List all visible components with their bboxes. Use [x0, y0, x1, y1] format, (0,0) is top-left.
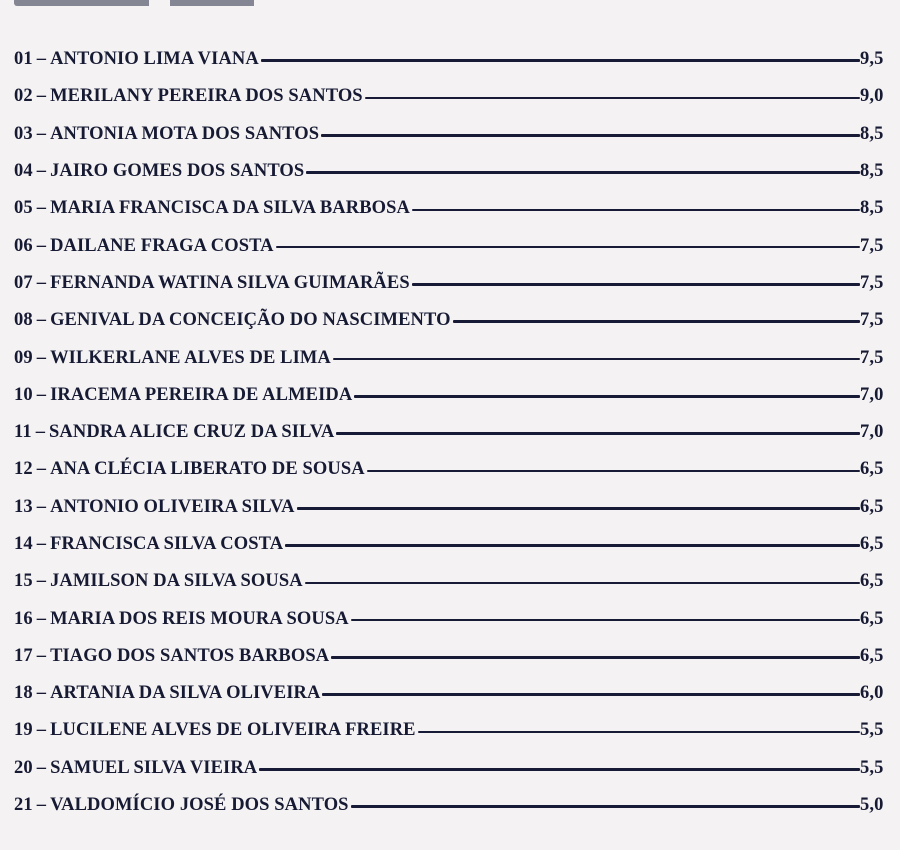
- item-separator: –: [35, 422, 46, 443]
- leader-line: [418, 731, 860, 734]
- item-number: 06: [14, 235, 33, 256]
- item-number: 18: [14, 683, 33, 704]
- person-name: ARTANIA DA SILVA OLIVEIRA: [50, 683, 321, 704]
- list-item: [14, 116, 890, 153]
- list-item: [14, 526, 890, 563]
- item-number: 02: [14, 86, 33, 107]
- grade-value: 6,5: [860, 571, 884, 592]
- item-number: 03: [14, 123, 33, 144]
- item-separator: –: [36, 608, 47, 629]
- list-item: [14, 563, 890, 600]
- list-item: [14, 414, 890, 451]
- leader-line: [336, 432, 860, 435]
- person-name: GENIVAL DA CONCEIÇÃO DO NASCIMENTO: [50, 310, 451, 331]
- grade-value: 7,5: [860, 310, 884, 331]
- grade-value: 7,0: [860, 422, 884, 443]
- item-number: 08: [14, 310, 33, 331]
- leader-line: [331, 656, 860, 659]
- grade-value: 6,5: [860, 459, 884, 480]
- item-separator: –: [36, 459, 47, 480]
- person-name: TIAGO DOS SANTOS BARBOSA: [50, 645, 330, 666]
- list-item: [14, 339, 890, 376]
- grade-value: 7,5: [860, 235, 884, 256]
- list-item: [14, 227, 890, 264]
- item-separator: –: [36, 720, 47, 741]
- item-separator: –: [36, 384, 47, 405]
- item-number: 21: [14, 795, 33, 816]
- list-item: [14, 78, 890, 115]
- list-item: [14, 787, 890, 824]
- person-name: IRACEMA PEREIRA DE ALMEIDA: [50, 384, 353, 405]
- person-name: JAIRO GOMES DOS SANTOS: [50, 161, 305, 182]
- leader-line: [322, 693, 860, 696]
- item-separator: –: [36, 757, 47, 778]
- item-separator: –: [36, 534, 47, 554]
- item-separator: –: [36, 49, 47, 70]
- list-item: [14, 675, 890, 712]
- list-item: [14, 712, 890, 749]
- item-separator: –: [36, 795, 47, 816]
- list-item: [14, 265, 890, 302]
- leader-line: [306, 171, 860, 174]
- item-number: 09: [14, 347, 33, 368]
- leader-line: [297, 507, 860, 510]
- leader-line: [276, 246, 860, 249]
- item-separator: –: [36, 272, 47, 293]
- item-number: 20: [14, 757, 33, 778]
- grade-value: 8,5: [860, 123, 884, 144]
- leader-line: [365, 97, 860, 100]
- person-name: ANTONIO OLIVEIRA SILVA: [50, 496, 295, 517]
- list-item: [14, 600, 890, 637]
- item-number: 12: [14, 459, 33, 480]
- person-name: VALDOMÍCIO JOSÉ DOS SANTOS: [50, 795, 349, 816]
- results-list: [14, 41, 890, 824]
- leader-line: [285, 544, 860, 547]
- person-name: SANDRA ALICE CRUZ DA SILVA: [49, 422, 335, 443]
- item-number: 15: [14, 571, 33, 592]
- person-name: ANTONIA MOTA DOS SANTOS: [50, 123, 320, 144]
- person-name: JAMILSON DA SILVA SOUSA: [50, 571, 303, 592]
- item-number: 16: [14, 608, 33, 629]
- item-separator: –: [36, 496, 47, 517]
- grade-value: 6,5: [860, 496, 884, 517]
- item-separator: –: [36, 645, 47, 666]
- person-name: LUCILENE ALVES DE OLIVEIRA FREIRE: [50, 720, 416, 741]
- grade-value: 6,5: [860, 534, 884, 554]
- person-name: WILKERLANE ALVES DE LIMA: [50, 347, 331, 368]
- list-item: [14, 153, 890, 190]
- leader-line: [351, 619, 860, 622]
- item-separator: –: [36, 86, 47, 107]
- grade-value: 7,0: [860, 384, 884, 405]
- leader-line: [367, 470, 860, 473]
- list-item: [14, 489, 890, 526]
- item-separator: –: [36, 235, 47, 256]
- leader-line: [321, 134, 860, 137]
- item-number: 04: [14, 161, 33, 182]
- item-number: 13: [14, 496, 33, 517]
- person-name: ANA CLÉCIA LIBERATO DE SOUSA: [50, 459, 365, 480]
- item-number: 11: [14, 422, 32, 443]
- leader-line: [351, 805, 860, 808]
- person-name: DAILANE FRAGA COSTA: [50, 235, 274, 256]
- list-item: [14, 41, 890, 78]
- grade-value: 9,0: [860, 86, 884, 107]
- person-name: MARIA DOS REIS MOURA SOUSA: [50, 608, 349, 629]
- leader-line: [354, 395, 860, 398]
- item-number: 05: [14, 198, 33, 219]
- grade-value: 5,5: [860, 757, 884, 778]
- person-name: MARIA FRANCISCA DA SILVA BARBOSA: [50, 198, 410, 219]
- leader-line: [259, 768, 860, 771]
- cropped-heading-fragment: [14, 0, 314, 6]
- person-name: FRANCISCA SILVA COSTA: [50, 534, 284, 554]
- item-separator: –: [36, 683, 47, 704]
- list-item: [14, 638, 890, 675]
- leader-line: [453, 320, 860, 323]
- leader-line: [305, 582, 860, 585]
- leader-line: [333, 358, 860, 361]
- grade-value: 5,0: [860, 795, 884, 816]
- item-number: 17: [14, 645, 33, 666]
- list-item: [14, 190, 890, 227]
- list-item: [14, 451, 890, 488]
- item-separator: –: [36, 310, 47, 331]
- grade-value: 5,5: [860, 720, 884, 741]
- person-name: SAMUEL SILVA VIEIRA: [50, 757, 258, 778]
- item-number: 10: [14, 384, 33, 405]
- grade-value: 6,5: [860, 645, 884, 666]
- grade-value: 9,5: [860, 49, 884, 70]
- leader-line: [261, 59, 860, 62]
- item-number: 19: [14, 720, 33, 741]
- person-name: FERNANDA WATINA SILVA GUIMARÃES: [50, 272, 410, 293]
- person-name: MERILANY PEREIRA DOS SANTOS: [50, 86, 363, 107]
- item-separator: –: [36, 198, 47, 219]
- grade-value: 7,5: [860, 347, 884, 368]
- item-number: 07: [14, 272, 33, 293]
- grade-value: 6,0: [860, 683, 884, 704]
- person-name: ANTONIO LIMA VIANA: [50, 49, 259, 70]
- item-number: 01: [14, 49, 33, 70]
- leader-line: [412, 283, 860, 286]
- item-separator: –: [36, 123, 47, 144]
- grade-value: 8,5: [860, 198, 884, 219]
- leader-line: [412, 209, 860, 212]
- grade-value: 8,5: [860, 161, 884, 182]
- item-separator: –: [36, 347, 47, 368]
- grade-value: 7,5: [860, 272, 884, 293]
- list-item: [14, 377, 890, 414]
- list-item: [14, 302, 890, 339]
- item-number: 14: [14, 534, 33, 554]
- list-item: [14, 750, 890, 787]
- item-separator: –: [36, 571, 47, 592]
- item-separator: –: [36, 161, 47, 182]
- grade-value: 6,5: [860, 608, 884, 629]
